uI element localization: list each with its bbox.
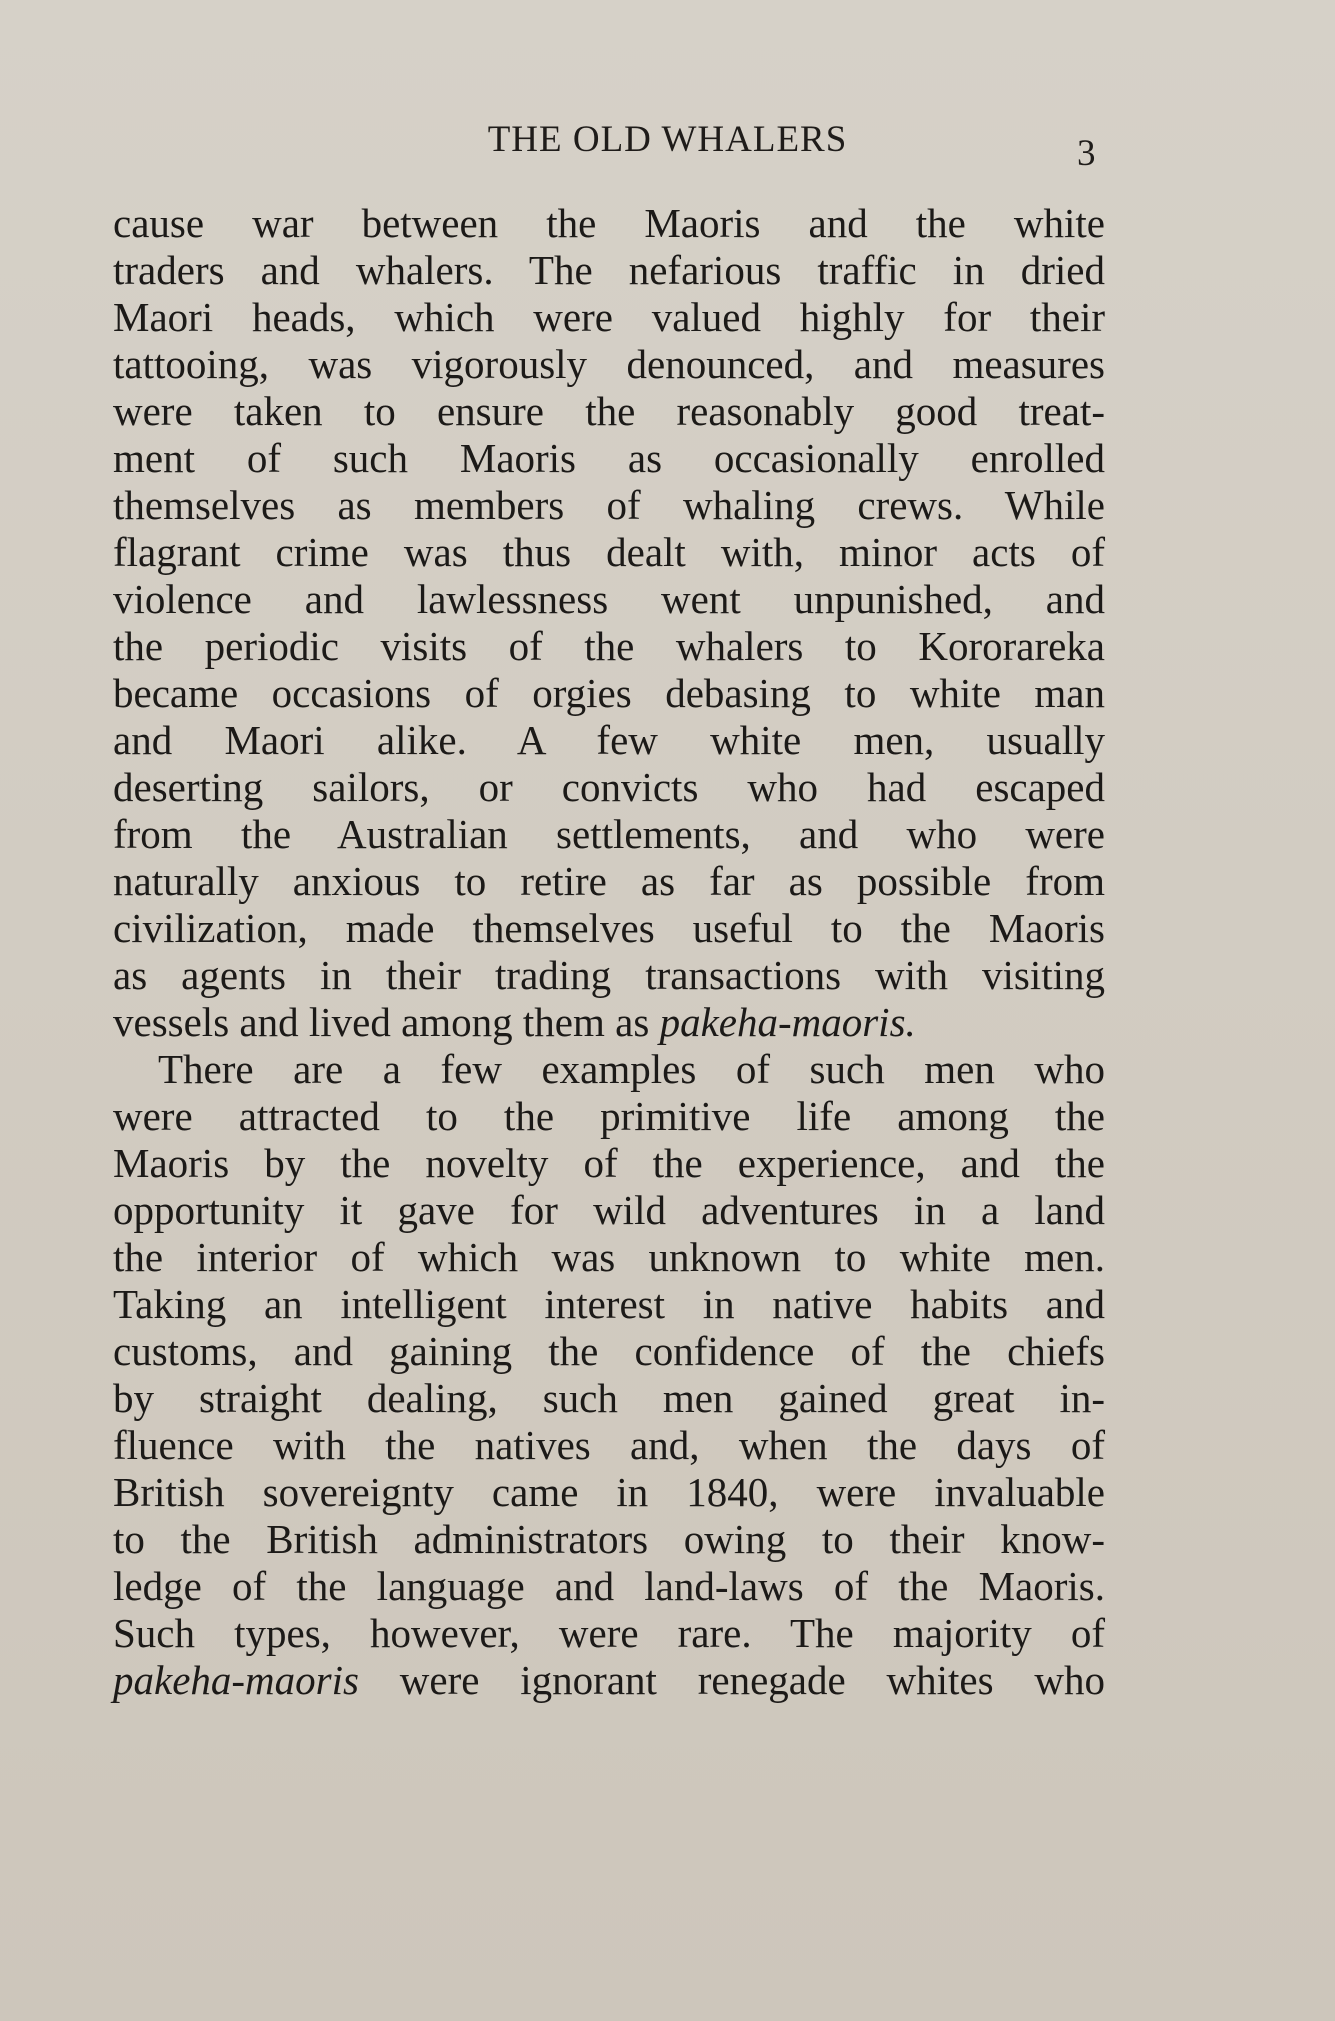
continued-line <box>113 1657 1105 1704</box>
text-line: were taken to ensure the reasonably good treat- <box>113 388 1105 434</box>
paragraph-end-line <box>113 999 1105 1046</box>
text-line: Such types, however, were rare. The majority of <box>113 1610 1105 1656</box>
text-line: by straight dealing, such men gained great in- <box>113 1375 1105 1421</box>
text-line: deserting sailors, or convicts who had escaped <box>113 764 1105 810</box>
text-line: violence and lawlessness went unpunished, and <box>113 576 1105 622</box>
text-line: from the Australian settlements, and who were <box>113 811 1105 857</box>
text-line: flagrant crime was thus dealt with, minor acts of <box>113 529 1105 575</box>
text-line: customs, and gaining the confidence of the chiefs <box>113 1328 1105 1374</box>
text-line: British sovereignty came in 1840, were invaluable <box>113 1469 1105 1515</box>
body-text <box>113 200 1105 1704</box>
text-line: naturally anxious to retire as far as possible from <box>113 858 1105 904</box>
text-line: fluence with the natives and, when the days of <box>113 1422 1105 1468</box>
text-line: tattooing, was vigorously denounced, and measures <box>113 341 1105 387</box>
text-segment: vessels and lived among them as <box>113 999 660 1045</box>
text-line: Maoris by the novelty of the experience, and the <box>113 1140 1105 1186</box>
text-line: There are a few examples of such men who <box>158 1046 1105 1092</box>
text-line: traders and whalers. The nefarious traffic in dried <box>113 247 1105 293</box>
text-line: the interior of which was unknown to white men. <box>113 1234 1105 1280</box>
text-line: became occasions of orgies debasing to white man <box>113 670 1105 716</box>
text-line: to the British administrators owing to their know- <box>113 1516 1105 1562</box>
text-line: were attracted to the primitive life among the <box>113 1093 1105 1139</box>
text-line: opportunity it gave for wild adventures in a land <box>113 1187 1105 1233</box>
text-line: cause war between the Maoris and the white <box>113 200 1105 246</box>
italic-term: pakeha-maoris <box>113 1657 359 1703</box>
text-line: ledge of the language and land-laws of the Maoris. <box>113 1563 1105 1609</box>
text-line: Maori heads, which were valued highly for their <box>113 294 1105 340</box>
text-line: civilization, made themselves useful to the Maoris <box>113 905 1105 951</box>
text-line: as agents in their trading transactions with visiting <box>113 952 1105 998</box>
page-number: 3 <box>1077 133 1096 174</box>
text-line: and Maori alike. A few white men, usually <box>113 717 1105 763</box>
italic-term: pakeha-maoris. <box>659 999 916 1045</box>
text-line: the periodic visits of the whalers to Kororareka <box>113 623 1105 669</box>
text-line: themselves as members of whaling crews. While <box>113 482 1105 528</box>
running-head: THE OLD WHALERS <box>487 119 848 160</box>
text-segment: were ignorant renegade whites who <box>358 1657 1105 1703</box>
text-line: ment of such Maoris as occasionally enrolled <box>113 435 1105 481</box>
text-line: Taking an intelligent interest in native habits and <box>113 1281 1105 1327</box>
